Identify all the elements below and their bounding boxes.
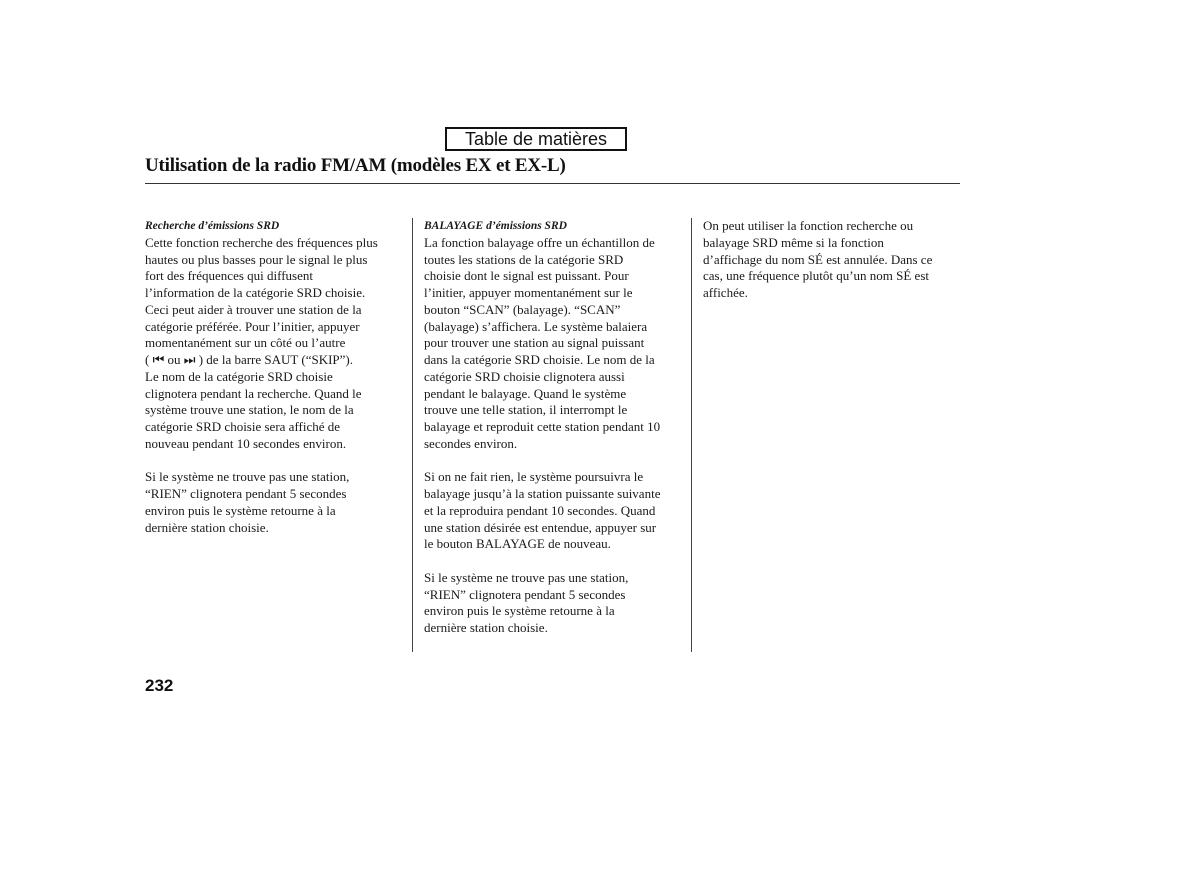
column-divider (691, 218, 692, 652)
column-srd-scan (424, 218, 686, 654)
paragraph-srd-search-no-station: Si le système ne trouve pas une station, “RIEN” clignotera pendant 5 secondes environ puis le système retourne à la dernière station choisie. (145, 469, 350, 535)
paragraph-srd-display-note: On peut utiliser la fonction recherche ou balayage SRD même si la fonction d’affichage du nom SÉ est annulée. Dans ce cas, une fréquence plutôt qu’un nom SÉ est affichée. (703, 218, 933, 300)
paragraph-srd-scan-description: La fonction balayage offre un échantillon de toutes les stations de la catégorie SRD choisie dont le signal est puissant. Pour l’initier, appuyer momentanément sur le bouton “SCAN” (balayage). “SCAN” (balayage) s’affichera. Le système balaiera pour trouver une station au signal puissant dans la catégorie SRD choisie. Le nom de la catégorie SRD choisie clignotera aussi pendant le balayage. Quand le système trouve une telle station, il interrompt le balayage et reproduit cette station pendant 10 secondes environ. (424, 234, 661, 451)
column-srd-search (145, 218, 407, 553)
table-of-contents-button[interactable]: Table de matières (445, 127, 627, 151)
paragraph-srd-search-description: Cette fonction recherche des fréquences plus hautes ou plus basses pour le signal le plus fort des fréquences qui diffusent l’information de la catégorie SRD choisie. Ceci peut aider à trouver une station de la catégorie préférée. Pour l’initier, appuyer momentanément sur un côté ou l’autre ( ⏮ ou ⏭ ) de la barre SAUT (“SKIP”). Le nom de la catégorie SRD choisie clignotera pendant la recherche. Quand le système trouve une station, le nom de la catégorie SRD choisie sera affiché de nouveau pendant 10 secondes environ. (145, 234, 378, 451)
page-title: Utilisation de la radio FM/AM (modèles EX et EX-L) (145, 155, 566, 176)
page-number: 232 (145, 676, 174, 695)
column-divider (412, 218, 413, 652)
section-heading-srd-search: Recherche d’émissions SRD (145, 220, 280, 232)
section-heading-srd-scan: BALAYAGE d’émissions SRD (424, 220, 567, 232)
title-divider (145, 183, 960, 184)
paragraph-srd-scan-continue: Si on ne fait rien, le système poursuivra le balayage jusqu’à la station puissante suivante et la reproduira pendant 10 secondes. Quand une station désirée est entendue, appuyer sur le bouton BALAYAGE de nouveau. (424, 469, 661, 552)
paragraph-srd-scan-no-station: Si le système ne trouve pas une station, “RIEN” clignotera pendant 5 secondes environ puis le système retourne à la dernière station choisie. (424, 569, 629, 635)
column-srd-note (703, 218, 963, 319)
